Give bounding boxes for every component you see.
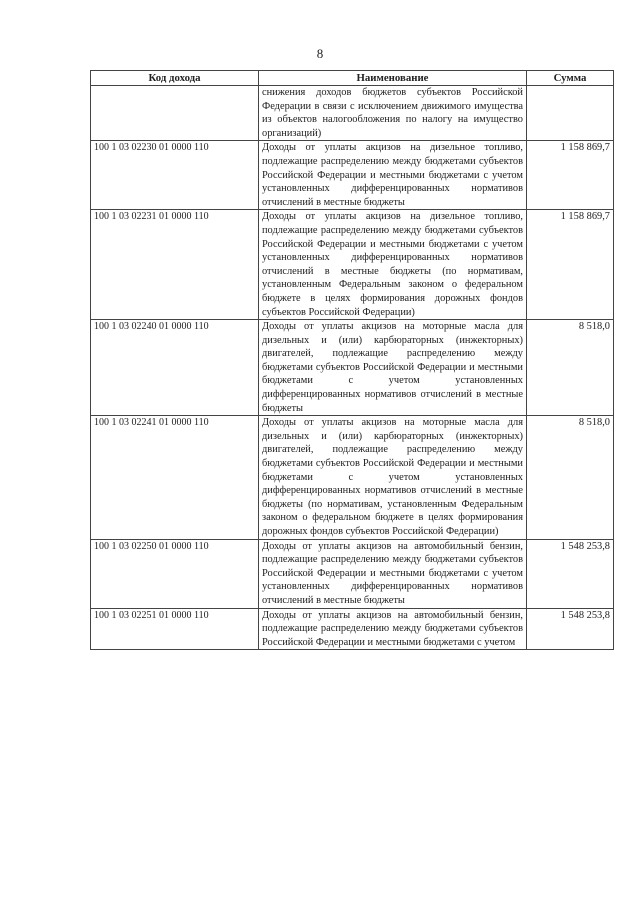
row-name: Доходы от уплаты акцизов на автомобильный бензин, подлежащие распределению между бюджетами субъектов Российской Федерации и местными бюджетами с учетом bbox=[259, 608, 527, 650]
revenue-table bbox=[90, 70, 614, 650]
row-sum: 1 548 253,8 bbox=[527, 539, 614, 608]
row-sum: 1 158 869,7 bbox=[527, 210, 614, 320]
table-row bbox=[91, 210, 614, 320]
row-code: 100 1 03 02241 01 0000 110 bbox=[91, 416, 259, 539]
row-name: снижения доходов бюджетов субъектов Российской Федерации в связи с исключением движимого имущества из объектов налогообложения по налогу на имущество организаций) bbox=[259, 86, 527, 141]
row-name: Доходы от уплаты акцизов на дизельное топливо, подлежащие распределению между бюджетами субъектов Российской Федерации и местными бюджетами с учетом установленных дифференцированных нормативов отчислений в местные бюджеты (по нормативам, установленным Федеральным законом о федеральном бюджете в целях формирования дорожных фондов субъектов Российской Федерации) bbox=[259, 210, 527, 320]
row-sum: 1 158 869,7 bbox=[527, 141, 614, 210]
header-name: Наименование bbox=[259, 71, 527, 86]
row-code: 100 1 03 02230 01 0000 110 bbox=[91, 141, 259, 210]
row-sum bbox=[527, 86, 614, 141]
row-name: Доходы от уплаты акцизов на моторные масла для дизельных и (или) карбюраторных (инжекторных) двигателей, подлежащие распределению между бюджетами субъектов Российской Федерации и местными бюджетами с учетом установленных дифференцированных нормативов отчислений в местные бюджеты (по нормативам, установленным Федеральным законом о федеральном бюджете в целях формирования дорожных фондов субъектов Российской Федерации) bbox=[259, 416, 527, 539]
table-row bbox=[91, 141, 614, 210]
table-row bbox=[91, 86, 614, 141]
table-row bbox=[91, 416, 614, 539]
row-code: 100 1 03 02240 01 0000 110 bbox=[91, 320, 259, 416]
table-header-row bbox=[91, 71, 614, 86]
row-sum: 1 548 253,8 bbox=[527, 608, 614, 650]
row-code: 100 1 03 02251 01 0000 110 bbox=[91, 608, 259, 650]
header-sum: Сумма bbox=[527, 71, 614, 86]
row-code bbox=[91, 86, 259, 141]
header-code: Код дохода bbox=[91, 71, 259, 86]
table-row bbox=[91, 539, 614, 608]
row-sum: 8 518,0 bbox=[527, 416, 614, 539]
page-number: 8 bbox=[316, 46, 324, 61]
row-sum: 8 518,0 bbox=[527, 320, 614, 416]
row-code: 100 1 03 02231 01 0000 110 bbox=[91, 210, 259, 320]
row-name: Доходы от уплаты акцизов на автомобильный бензин, подлежащие распределению между бюджетами субъектов Российской Федерации и местными бюджетами с учетом установленных дифференцированных нормативов отчислений в местные бюджеты bbox=[259, 539, 527, 608]
row-code: 100 1 03 02250 01 0000 110 bbox=[91, 539, 259, 608]
table-row bbox=[91, 608, 614, 650]
row-name: Доходы от уплаты акцизов на дизельное топливо, подлежащие распределению между бюджетами субъектов Российской Федерации и местными бюджетами с учетом установленных дифференцированных нормативов отчислений в местные бюджеты bbox=[259, 141, 527, 210]
table-row bbox=[91, 320, 614, 416]
row-name: Доходы от уплаты акцизов на моторные масла для дизельных и (или) карбюраторных (инжекторных) двигателей, подлежащие распределению между бюджетами субъектов Российской Федерации и местными бюджетами с учетом установленных дифференцированных нормативов отчислений в местные бюджеты bbox=[259, 320, 527, 416]
